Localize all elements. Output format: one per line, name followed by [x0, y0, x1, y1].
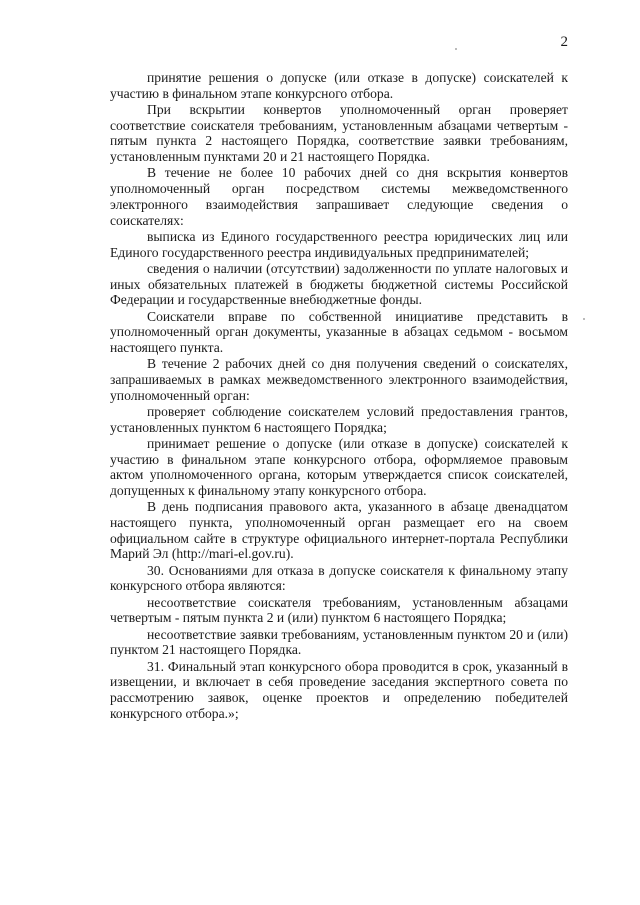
paragraph-registry-extract: выписка из Единого государственного реестра юридических лиц или Единого государственного реестра индивидуальных предпринимателей;	[110, 228, 568, 260]
paragraph-check-conditions: проверяет соблюдение соискателем условий предоставления грантов, установленных пунктом 6 настоящего Порядка;	[110, 403, 568, 435]
paragraph-two-days: В течение 2 рабочих дней со дня получения сведений о соискателях, запрашиваемых в рамках межведомственного электронного взаимодействия, уполномоченный орган:	[110, 356, 568, 403]
paragraph-envelope-opening: При вскрытии конвертов уполномоченный орган проверяет соответствие соискателя требованиям, установленным абзацами четвертым - пятым пункта 2 настоящего Порядка, соответствие заявки требованиям, установленным пунктами 20 и 21 настоящего Порядка.	[110, 102, 568, 165]
paragraph-applicant-mismatch: несоответствие соискателя требованиям, установленным абзацами четвертым - пятым пункта 2 и (или) пунктом 6 настоящего Порядка;	[110, 594, 568, 626]
document-body	[110, 70, 568, 722]
paragraph-interagency-request: В течение не более 10 рабочих дней со дня вскрытия конвертов уполномоченный орган посредством системы межведомственного электронного взаимодействия запрашивает следующие сведения о соискателях:	[110, 165, 568, 228]
page-number: 2	[560, 34, 568, 50]
paragraph-admission-decision: принятие решения о допуске (или отказе в допуске) соискателей к участию в финальном этапе конкурсного отбора.	[110, 70, 568, 101]
paragraph-admission-act: принимает решение о допуске (или отказе в допуске) соискателей к участию в финальном этапе конкурсного отбора, оформляемое правовым актом уполномоченного органа, которым утверждается список соискателей, допущенных к финальному этапу конкурсного отбора.	[110, 435, 568, 499]
scan-speck-mark	[583, 318, 585, 320]
paragraph-application-mismatch: несоответствие заявки требованиям, установленным пунктом 20 и (или) пунктом 21 настоящего Порядка.	[110, 626, 568, 658]
scan-speck-mark	[455, 48, 457, 50]
paragraph-own-initiative: Соискатели вправе по собственной инициативе представить в уполномоченный орган документы, указанные в абзацах седьмом - восьмом настоящего пункта.	[110, 308, 568, 355]
paragraph-publication: В день подписания правового акта, указанного в абзаце двенадцатом настоящего пункта, уполномоченный орган размещает его на своем официальном сайте в структуре официального интернет-портала Республики Марий Эл (http://mari-el.gov.ru).	[110, 499, 568, 562]
paragraph-debt-info: сведения о наличии (отсутствии) задолженности по уплате налоговых и иных обязательных платежей в бюджеты бюджетной системы Российской Федерации и государственные внебюджетные фонды.	[110, 260, 568, 308]
paragraph-item-30: 30. Основаниями для отказа в допуске соискателя к финальному этапу конкурсного отбора являются:	[110, 562, 568, 594]
paragraph-item-31: 31. Финальный этап конкурсного обора проводится в срок, указанный в извещении, и включает в себя проведение заседания экспертного совета по рассмотрению заявок, оценке проектов и определению победителей конкурсного отбора.»;	[110, 658, 568, 721]
